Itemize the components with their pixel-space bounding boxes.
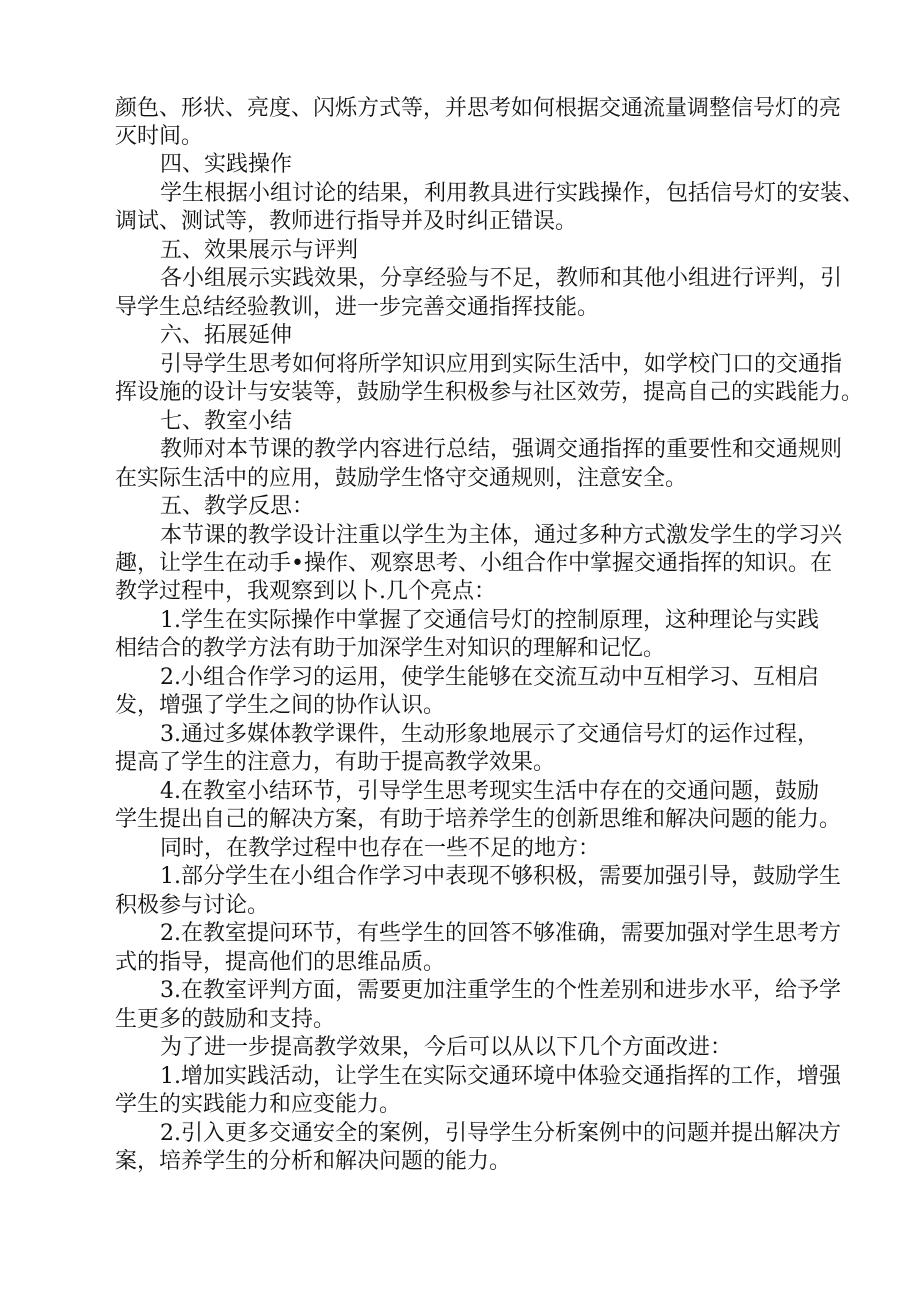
- text-line: 积极参与讨论。: [115, 893, 270, 918]
- text-line: 引导学生思考如何将所学知识应用到实际生活中，如学校门口的交通指: [160, 352, 843, 377]
- list-item: 4.在教室小结环节，引导学生思考现实生活中存在的交通问题，鼓励: [160, 779, 819, 804]
- text-line: 发，增强了学生之间的协作认识。: [115, 693, 446, 718]
- text-line: 导学生总结经验教训，进一步完善交通指挥技能。: [115, 295, 600, 320]
- text-line: 挥设施的设计与安装等，鼓励学生积极参与社区效劳，提高自己的实践能力。: [115, 380, 864, 405]
- text-line: 本节课的教学设计注重以学生为主体，通过多种方式激发学生的学习兴: [160, 523, 843, 548]
- text-line: 调试、测试等，教师进行指导并及时纠正错误。: [115, 209, 578, 234]
- text-line: 相结合的教学方法有助于加深学生对知识的理解和记忆。: [115, 636, 666, 661]
- list-item: 3.通过多媒体教学课件，生动形象地展示了交通信号灯的运作过程，: [160, 722, 819, 747]
- list-item: 1.学生在实际操作中掌握了交通信号灯的控制原理，这种理论与实践: [160, 608, 819, 633]
- list-item: 2.小组合作学习的运用，使学生能够在交流互动中互相学习、互相启: [160, 665, 819, 690]
- list-item: 2.在教室提问环节，有些学生的回答不够准确，需要加强对学生思考方: [160, 921, 841, 946]
- text-line: 颜色、形状、亮度、闪烁方式等，并思考如何根据交通流量调整信号灯的亮: [115, 96, 842, 121]
- text-line: 式的指导，提高他们的思维品质。: [115, 950, 446, 975]
- text-line: 提高了学生的注意力，有助于提高教学效果。: [115, 750, 556, 775]
- text-line: 同时，在教学过程中也存在一些不足的地方：: [160, 836, 601, 861]
- list-item: 1.增加实践活动，让学生在实际交通环境中体验交通指挥的工作，增强: [160, 1064, 841, 1089]
- section-heading: 七、教室小结: [160, 409, 293, 434]
- text-line: 灭时间。: [115, 124, 204, 149]
- section-heading: 五、教学反思：: [160, 494, 315, 519]
- text-line: 趣，让学生在动手•操作、观察思考、小组合作中掌握交通指挥的知识。在: [115, 551, 832, 576]
- section-heading: 六、拓展延伸: [160, 323, 293, 348]
- text-line: 教学过程中，我观察到以卜.几个亮点：: [115, 579, 496, 604]
- section-heading: 四、实践操作: [160, 152, 293, 177]
- text-line: 学生的实践能力和应变能力。: [115, 1092, 402, 1117]
- text-line: 为了进一步提高教学效果，今后可以从以下几个方面改进：: [160, 1035, 733, 1060]
- text-line: 学生提出自己的解决方案，有助于培养学生的创新思维和解决问题的能力。: [115, 807, 842, 832]
- list-item: 2.引入更多交通安全的案例，引导学生分析案例中的问题并提出解决方: [160, 1121, 841, 1146]
- text-line: 生更多的鼓励和支持。: [115, 1007, 336, 1032]
- list-item: 1.部分学生在小组合作学习中表现不够积极，需要加强引导，鼓励学生: [160, 864, 841, 889]
- section-heading: 五、效果展示与评判: [160, 238, 359, 263]
- text-line: 教师对本节课的教学内容进行总结，强调交通指挥的重要性和交通规则: [160, 437, 843, 462]
- text-line: 各小组展示实践效果，分享经验与不足，教师和其他小组进行评判，引: [160, 266, 843, 291]
- list-item: 3.在教室评判方面，需要更加注重学生的个性差别和进步水平，给予学: [160, 978, 841, 1003]
- text-line: 学生根据小组讨论的结果，利用教具进行实践操作，包括信号灯的安装、: [160, 181, 865, 206]
- text-line: 案，培养学生的分析和解决问题的能力。: [115, 1149, 512, 1174]
- text-line: 在实际生活中的应用，鼓励学生恪守交通规则，注意安全。: [115, 466, 688, 491]
